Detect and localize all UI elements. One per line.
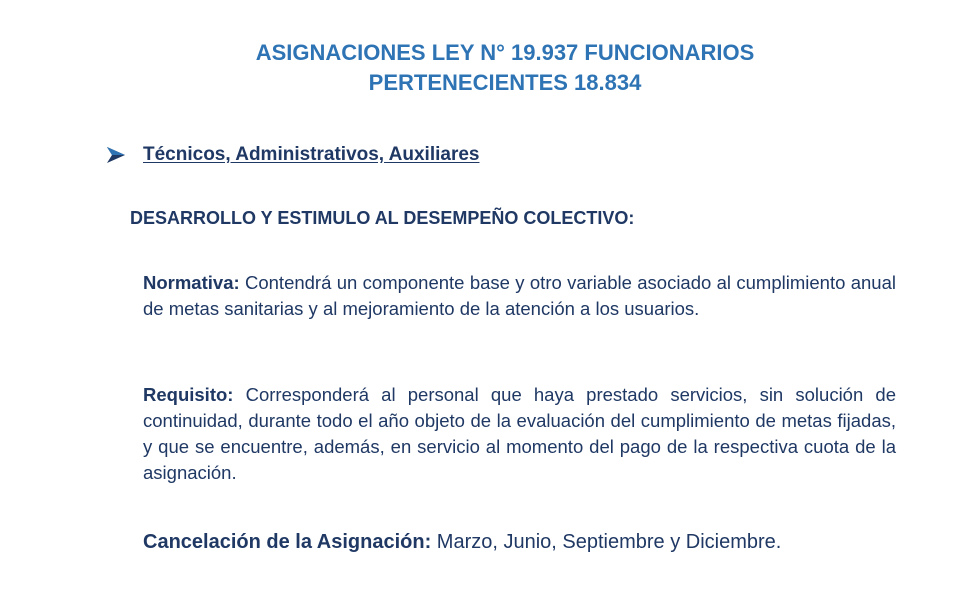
bullet-item (105, 144, 479, 166)
arrow-bullet-icon (105, 145, 127, 165)
requisito-text: Corresponderá al personal que haya prestado servicios, sin solución de continuidad, durante todo el año objeto de la evaluación del cumplimiento de metas fijadas, y que se encuentre, además, en servicio al momento del pago de la respectiva cuota de la asignación. (143, 384, 896, 483)
requisito-paragraph (143, 382, 896, 486)
title-line-1: ASIGNACIONES LEY N° 19.937 FUNCIONARIOS (255, 40, 755, 65)
title-line-2: PERTENECIENTES 18.834 (368, 70, 642, 95)
bullet-subheading: Técnicos, Administrativos, Auxiliares (143, 144, 480, 165)
cancelacion-paragraph (143, 529, 903, 555)
page-title (150, 38, 860, 98)
normativa-label: Normativa: (143, 272, 240, 293)
section-title: DESARROLLO Y ESTIMULO AL DESEMPEÑO COLECTIVO: (130, 208, 635, 228)
normativa-paragraph (143, 270, 896, 322)
cancelacion-label: Cancelación de la Asignación: (143, 531, 432, 553)
normativa-text: Contendrá un componente base y otro variable asociado al cumplimiento anual de metas sanitarias y al mejoramiento de la atención a los usuarios. (143, 272, 896, 319)
requisito-label: Requisito: (143, 384, 234, 405)
cancelacion-text: Marzo, Junio, Septiembre y Diciembre. (431, 531, 782, 553)
